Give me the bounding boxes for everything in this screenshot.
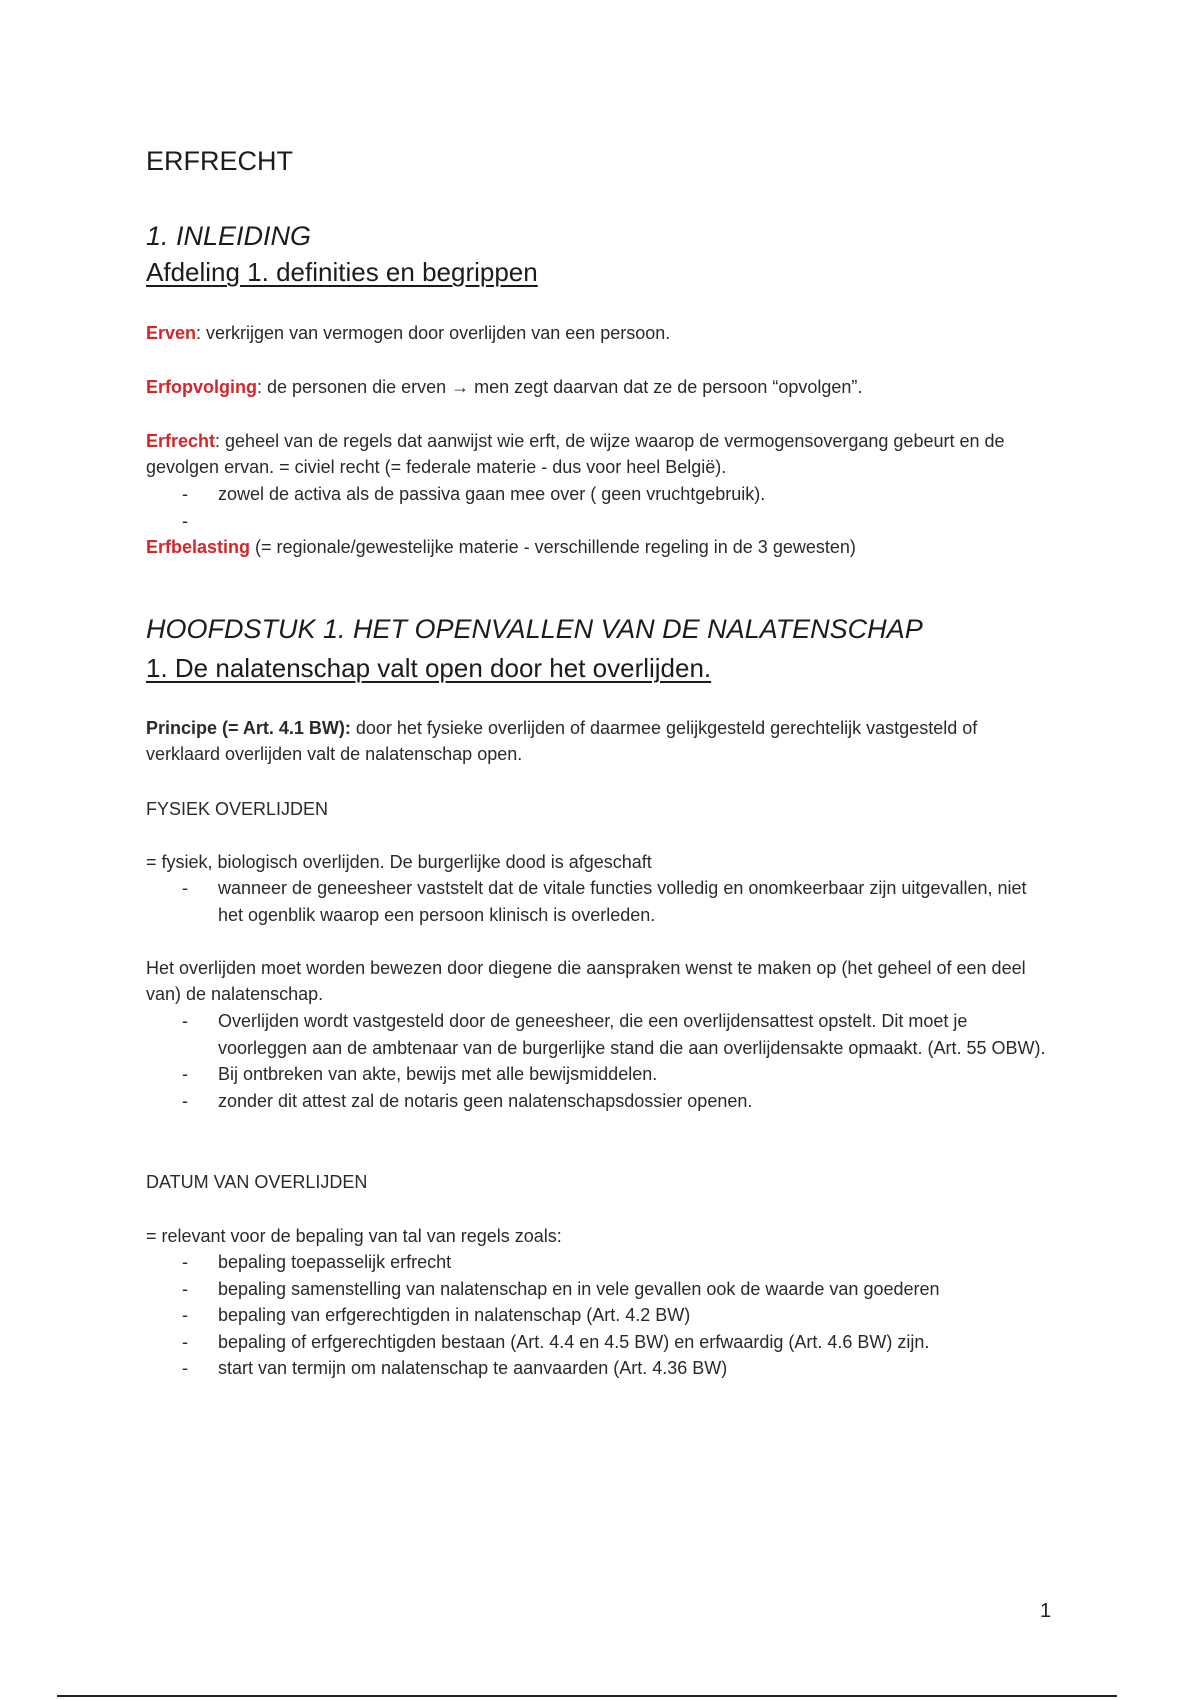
list-item: - bepaling toepasselijk erfrecht [146,1249,1056,1276]
definition-erfrecht [146,428,1056,480]
bewijs-paragraph: Het overlijden moet worden bewezen door diegene die aanspraken wenst te maken op (het geheel of een deel van) de nalatenschap. [146,958,1026,1004]
datum-bullet-list [146,1249,1056,1382]
page-number: 1 [1040,1600,1052,1622]
definition-erfbelasting [146,534,1056,560]
list-item: - wanneer de geneesheer vaststelt dat de vitale functies volledig en onomkeerbaar zijn uitgevallen, niet het ogenblik waarop een persoon klinisch is overleden. [146,875,1056,928]
list-item: - start van termijn om nalatenschap te aanvaarden (Art. 4.36 BW) [146,1355,1056,1382]
list-item: - bepaling van erfgerechtigden in nalatenschap (Art. 4.2 BW) [146,1302,1056,1329]
term-erfopvolging: Erfopvolging [146,377,257,397]
principe-paragraph [146,715,1056,767]
definition-erfopvolging [146,374,1056,400]
list-item [146,508,1056,534]
datum-paragraph: = relevant voor de bepaling van tal van regels zoals: [146,1226,562,1246]
list-item: - Overlijden wordt vastgesteld door de geneesheer, die een overlijdensattest opstelt. Dit moet je voorleggen aan de ambtenaar van de burgerlijke stand die aan overlijdensakte opmaakt. (Art. 55 OBW). [146,1008,1056,1061]
list-item: - bepaling samenstelling van nalatenschap en in vele gevallen ook de waarde van goederen [146,1276,1056,1303]
list-item: - Bij ontbreken van akte, bewijs met alle bewijsmiddelen. [146,1061,1056,1088]
list-item: - zonder dit attest zal de notaris geen nalatenschapsdossier openen. [146,1088,1056,1115]
definition-erfopvolging-text: : de personen die erven → men zegt daarvan dat ze de persoon “opvolgen”. [257,377,863,397]
bewijs-bullet-list [146,1008,1056,1114]
term-erfrecht: Erfrecht [146,431,216,451]
term-erven: Erven [146,323,197,343]
definition-erven-text: : verkrijgen van vermogen door overlijden van een persoon. [196,323,671,343]
definition-erfrecht-text: : geheel van de regels dat aanwijst wie erft, de wijze waarop de vermogensovergang gebeurt en de gevolgen ervan. = civiel recht (= federale materie - dus voor heel België). [146,431,1005,477]
list-item: - bepaling of erfgerechtigden bestaan (Art. 4.4 en 4.5 BW) en erfwaardig (Art. 4.6 BW) zijn. [146,1329,1056,1356]
definition-erfbelasting-text: (= regionale/gewestelijke materie - verschillende regeling in de 3 gewesten) [250,537,856,557]
subheading-datum-van-overlijden: DATUM VAN OVERLIJDEN [146,1172,368,1192]
principe-label: Principe (= Art. 4.1 BW): [146,718,351,738]
fysiek-paragraph: = fysiek, biologisch overlijden. De burgerlijke dood is afgeschaft [146,852,652,872]
section-heading-1: 1. De nalatenschap valt open door het overlijden. [146,653,712,683]
page-bottom-divider [57,1695,1117,1697]
principe-text: door het fysieke overlijden of daarmee gelijkgesteld gerechtelijk vastgesteld of verklaard overlijden valt de nalatenschap open. [146,718,978,764]
chapter-heading-1: HOOFDSTUK 1. HET OPENVALLEN VAN DE NALATENSCHAP [146,614,923,644]
fysiek-bullet-list [146,875,1056,928]
chapter-heading-intro: 1. INLEIDING [146,221,312,251]
section-heading-definitions: Afdeling 1. definities en begrippen [146,257,538,287]
erfrecht-bullet-list [146,481,1056,534]
list-item: - zowel de activa als de passiva gaan mee over ( geen vruchtgebruik). [146,481,1056,508]
definition-erven [146,320,1056,346]
document-title: ERFRECHT [146,146,293,176]
subheading-fysiek-overlijden: FYSIEK OVERLIJDEN [146,799,329,819]
term-erfbelasting: Erfbelasting [146,537,251,557]
